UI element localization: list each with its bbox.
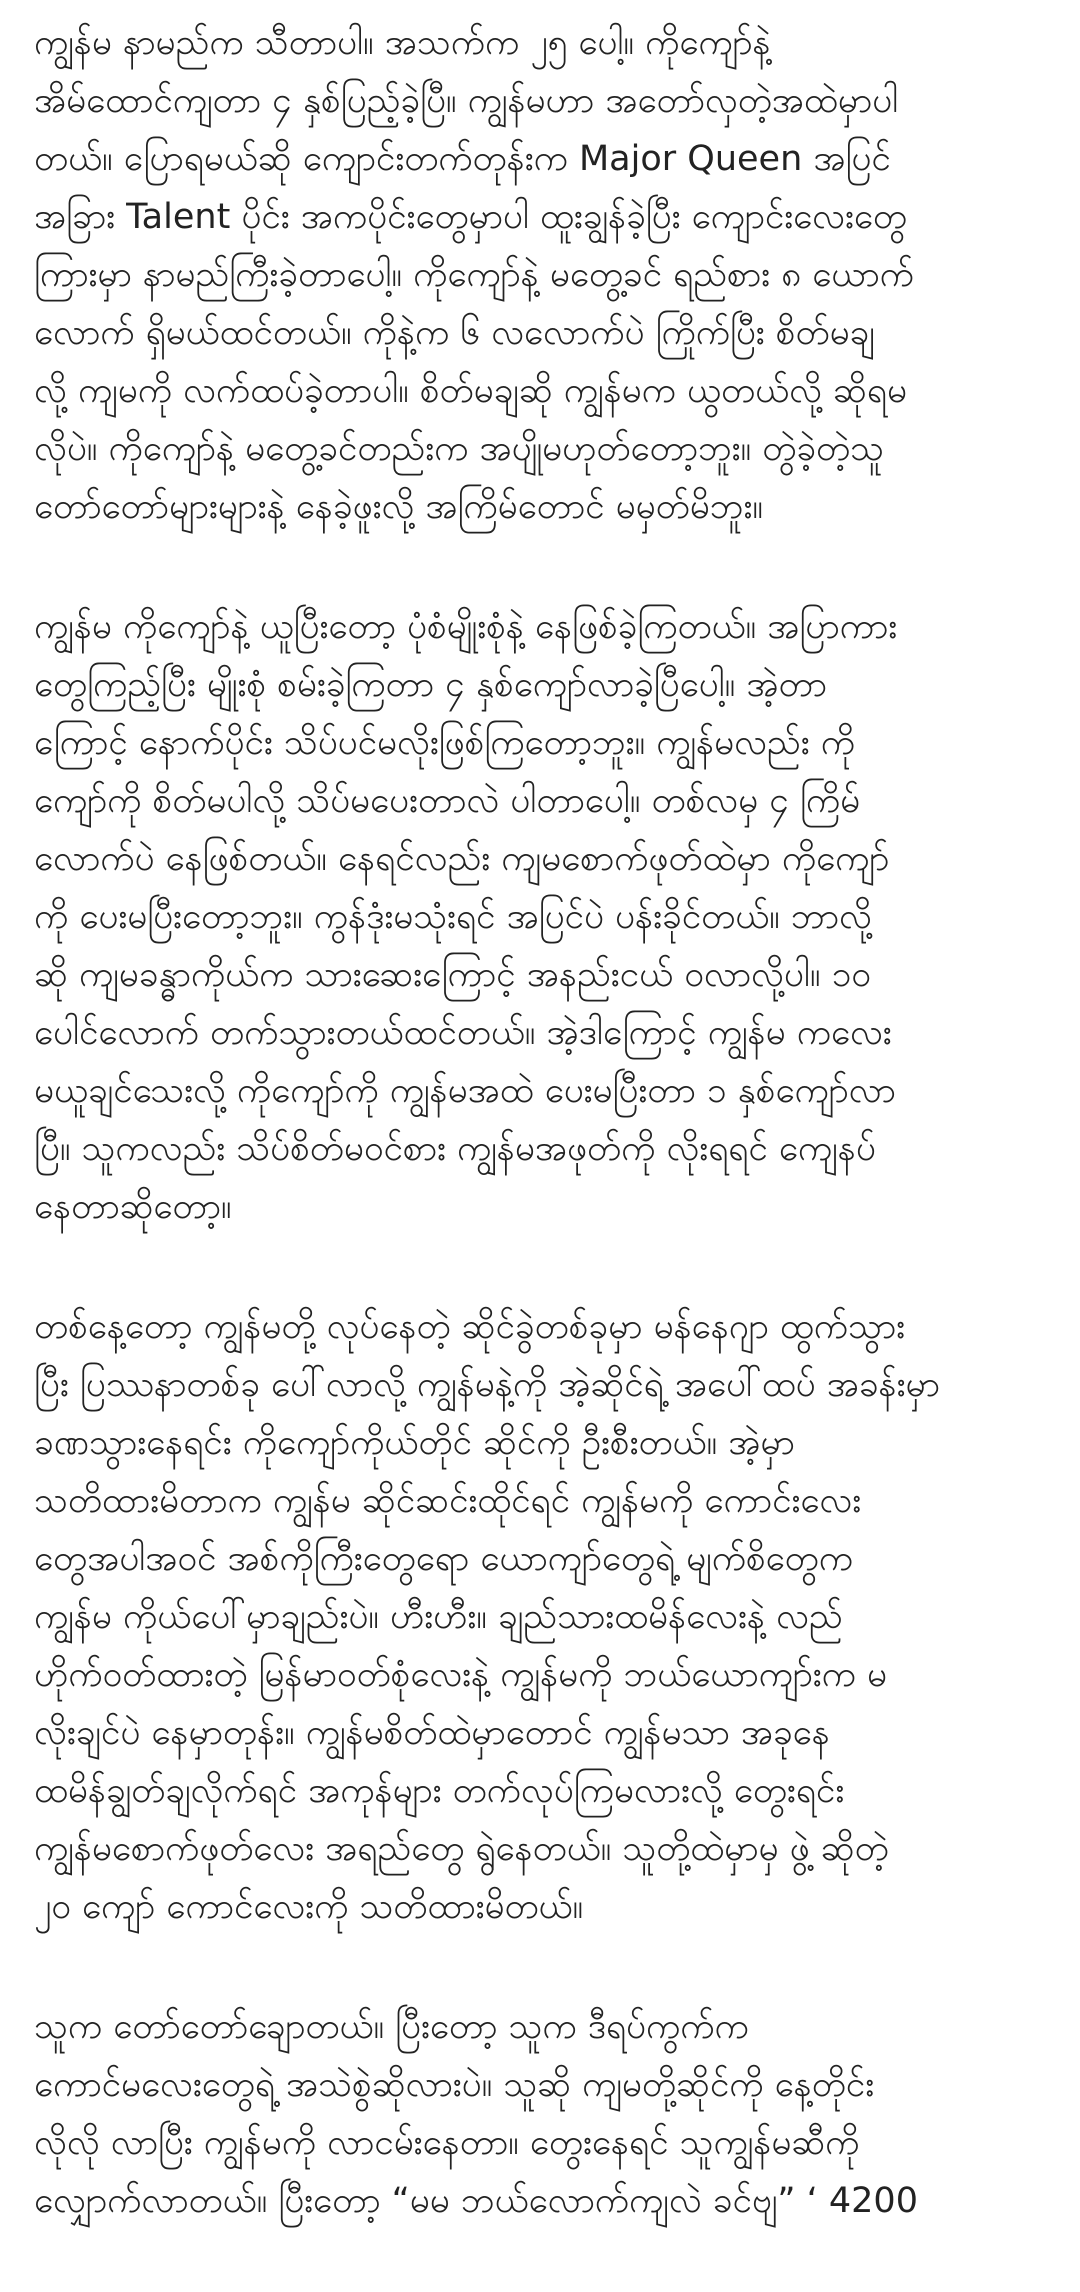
text-line: တွေကြည့်ပြီး မျိုးစုံ စမ်းခဲ့ကြတာ ၄ နှစ်ကျော်လာခဲ့ပြီပေါ့။ အဲ့တာ <box>34 665 827 705</box>
text-line: ထမိန်ချွတ်ချလိုက်ရင် အကုန်များ တက်လုပ်ကြမလားလို့ တွေးရင်း <box>34 1771 845 1811</box>
text-line: ကြောင့် နောက်ပိုင်း သိပ်ပင်မလိုးဖြစ်ကြတော့ဘူး။ ကျွန်မလည်း ကို <box>34 723 856 763</box>
paragraph-4 <box>34 1998 1054 2230</box>
text-line: အခြား Talent ပိုင်း အကပိုင်းတွေမှာပါ ထူးချွန်ခဲ့ပြီး ကျောင်းလေးတွေ <box>34 197 907 237</box>
text-line: ကျွန်မ ကိုယ်ပေါ်မှာချည်းပဲ။ ဟီးဟီး။ ချည်သားထမိန်လေးနဲ့ လည် <box>34 1597 843 1637</box>
paragraph-2 <box>34 598 1054 1236</box>
text-line: ကျွန်မ နာမည်က သီတာပါ။ အသက်က ၂၅ ပေါ့။ ကိုကျော်နဲ့ <box>34 23 771 63</box>
text-line: နေတာဆိုတော့။ <box>34 1187 232 1227</box>
text-line: တယ်။ ပြောရမယ်ဆို ကျောင်းတက်တုန်းက Major Queen အပြင် <box>34 139 891 179</box>
text-line: မယူချင်သေးလို့ ကိုကျော်ကို ကျွန်မအထဲ ပေးမပြီးတာ ၁ နှစ်ကျော်လာ <box>34 1071 896 1111</box>
text-line: ကို ပေးမပြီးတော့ဘူး။ ကွန်ဒုံးမသုံးရင် အပြင်ပဲ ပန်းခိုင်တယ်။ ဘာလို့ <box>34 897 872 937</box>
text-line: လျှောက်လာတယ်။ ပြီးတော့ “မမ ဘယ်လောက်ကျလဲ ခင်ဗျ” ‘ 4200 <box>34 2181 918 2221</box>
text-line: ပြီး ပြဿနာတစ်ခု ပေါ်လာလို့ ကျွန်မနဲ့ကို အဲ့ဆိုင်ရဲ့ အပေါ်ထပ် အခန်းမှာ <box>34 1365 940 1405</box>
text-line: လို့ ကျမကို လက်ထပ်ခဲ့တာပါ။ စိတ်မချဆို ကျွန်မက ယွတယ်လို့ ဆိုရမ <box>34 371 907 411</box>
text-line: ကျွန်မစောက်ဖုတ်လေး အရည်တွေ ရွဲနေတယ်။ သူတို့ထဲမှာမှ ဖွဲ့ ဆိုတဲ့ <box>34 1829 889 1869</box>
text-line: လိုလို လာပြီး ကျွန်မကို လာငမ်းနေတာ။ တွေးနေရင် သူကျွန်မဆီကို <box>34 2123 860 2163</box>
text-line: သူက တော်တော်ချောတယ်။ ပြီးတော့ သူက ဒီရပ်ကွက်က <box>34 2007 749 2047</box>
text-line: ဆို ကျမခန္ဓာကိုယ်က သားဆေးကြောင့် အနည်းငယ် ဝလာလို့ပါ။ ၁၀ <box>34 955 871 995</box>
text-line: ပြီ။ သူကလည်း သိပ်စိတ်မဝင်စား ကျွန်မအဖုတ်ကို လိုးရရင် ကျေနပ် <box>34 1129 876 1169</box>
text-line: လိုပဲ။ ကိုကျော်နဲ့ မတွေ့ခင်တည်းက အပျိုမဟုတ်တော့ဘူး။ တွဲခဲ့တဲ့သူ <box>34 429 884 469</box>
text-line: ၂၀ ကျော် ကောင်လေးကို သတိထားမိတယ်။ <box>34 1887 584 1927</box>
article-body <box>34 14 1054 2292</box>
text-line: အိမ်ထောင်ကျတာ ၄ နှစ်ပြည့်ခဲ့ပြီ။ ကျွန်မဟာ အတော်လှတဲ့အထဲမှာပါ <box>34 81 899 121</box>
text-line: ကျော်ကို စိတ်မပါလို့ သိပ်မပေးတာလဲ ပါတာပေါ့။ တစ်လမှ ၄ ကြိမ် <box>34 781 861 821</box>
text-line: ကြားမှာ နာမည်ကြီးခဲ့တာပေါ့။ ကိုကျော်နဲ့ မတွေ့ခင် ရည်စား ၈ ယောက် <box>34 255 914 295</box>
text-line: တွေအပါအဝင် အစ်ကိုကြီးတွေရော ယောကျာ်တွေရဲ့ မျက်စိတွေက <box>34 1539 853 1579</box>
text-line: လောက် ရှိမယ်ထင်တယ်။ ကိုနဲ့က ၆ လလောက်ပဲ ကြိုက်ပြီး စိတ်မချ <box>34 313 875 353</box>
text-line: ကောင်မလေးတွေရဲ့ အသဲစွဲဆိုလားပဲ။ သူဆို ကျမတို့ဆိုင်ကို နေ့တိုင်း <box>34 2065 875 2105</box>
paragraph-3 <box>34 1298 1054 1936</box>
text-line: သတိထားမိတာက ကျွန်မ ဆိုင်ဆင်းထိုင်ရင် ကျွန်မကို ကောင်းလေး <box>34 1481 862 1521</box>
text-line: တော်တော်များများနဲ့ နေခဲ့ဖူးလို့ အကြိမ်တောင် မမှတ်မိဘူး။ <box>34 487 763 527</box>
text-line: ပေါင်လောက် တက်သွားတယ်ထင်တယ်။ အဲ့ဒါကြောင့် ကျွန်မ ကလေး <box>34 1013 892 1053</box>
text-line: လိုးချင်ပဲ နေမှာတုန်း။ ကျွန်မစိတ်ထဲမှာတောင် ကျွန်မသာ အခုနေ <box>34 1713 830 1753</box>
text-line: ကျွန်မ ကိုကျော်နဲ့ ယူပြီးတော့ ပုံစံမျိုးစုံနဲ့ နေဖြစ်ခဲ့ကြတယ်။ အပြာကား <box>34 607 898 647</box>
text-line: ခဏသွားနေရင်း ကိုကျော်ကိုယ်တိုင် ဆိုင်ကို ဦးစီးတယ်။ အဲ့မှာ <box>34 1423 795 1463</box>
paragraph-1 <box>34 14 1054 536</box>
text-line: လောက်ပဲ နေဖြစ်တယ်။ နေရင်လည်း ကျမစောက်ဖုတ်ထဲမှာ ကိုကျော် <box>34 839 890 879</box>
text-line: တစ်နေ့တော့ ကျွန်မတို့ လုပ်နေတဲ့ ဆိုင်ခွဲတစ်ခုမှာ မန်နေဂျာ ထွက်သွား <box>34 1307 906 1347</box>
text-line: ဟိုက်ဝတ်ထားတဲ့ မြန်မာဝတ်စုံလေးနဲ့ ကျွန်မကို ဘယ်ယောကျာ်းက မ <box>34 1655 888 1695</box>
